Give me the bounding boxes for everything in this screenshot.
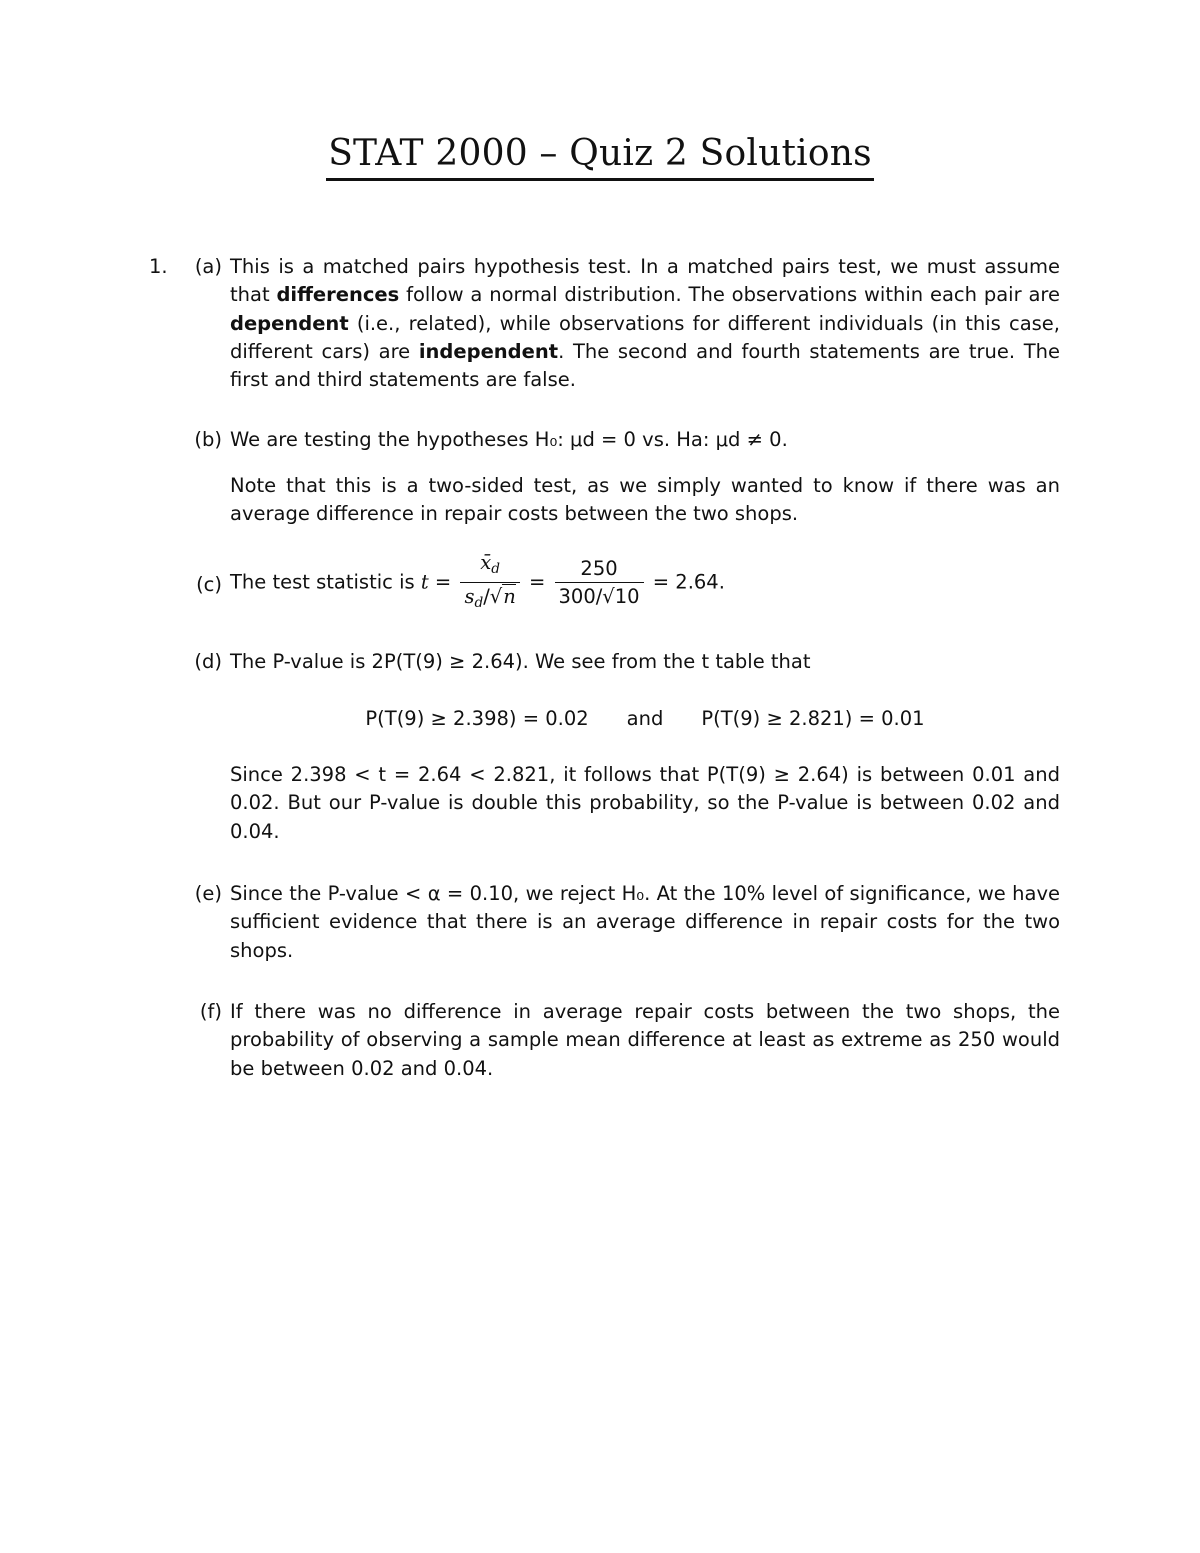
title-text: STAT 2000 – Quiz 2 Solutions [326,133,874,181]
eq-left: P(T(9) ≥ 2.398) = 0.02 [365,707,589,730]
denominator-value: 300/√10 [555,582,644,609]
eq-right: P(T(9) ≥ 2.821) = 0.01 [701,707,925,730]
part-c-intro: The test statistic is [230,570,415,594]
part-d-conclusion-block [230,761,1060,846]
part-b-note: Note that this is a two-sided test, as we simply wanted to know if there was an average difference in repair costs between the two shops. [230,474,1060,526]
part-e-label: (e) [194,882,222,905]
part-b-label: (b) [194,428,222,451]
part-b [230,426,1060,454]
part-b-note-block [230,472,1060,529]
part-c-label: (c) [196,573,222,596]
part-c: The test statistic is t = $\frac{x̄_d}{s_d/√n}$ = $\frac{250}{300/√10}$ = 2.64. [230,551,1060,615]
part-e [230,880,1060,965]
part-d-line2: Since 2.398 < t = 2.64 < 2.821, it follows that P(T(9) ≥ 2.64) is between 0.01 and 0.02. But our P-value is double this probability, so the P-value is between 0.02 and 0.04. [230,763,1060,843]
part-f [230,998,1060,1083]
part-f-text: If there was no difference in average repair costs between the two shops, the probability of observing a sample mean difference at least as extreme as 250 would be between 0.02 and 0.04. [230,1000,1060,1080]
part-d-line1: The P-value is 2P(T(9) ≥ 2.64). We see from the t table that [230,650,811,673]
term-dependent: dependent [230,311,349,335]
question-number: 1. [149,255,168,278]
term-differences: differences [276,283,400,307]
numerator-value: 250 [580,557,618,580]
part-f-label: (f) [199,1000,222,1023]
part-b-hypotheses: We are testing the hypotheses H₀: μd = 0 vs. Ha: μd ≠ 0. [230,428,788,451]
page-title [0,133,1200,181]
eq-and: and [626,707,664,730]
part-a-label: (a) [194,255,222,278]
part-a [230,253,1060,394]
part-d [230,648,1060,676]
part-d-equation [230,705,1060,733]
value-fraction [555,557,644,609]
part-c-result: = 2.64. [652,570,725,594]
part-a-text: This is a matched pairs hypothesis test. In a matched pairs test, we must assume that differences follow a normal distribution. The observations within each pair are dependent (i.e., related), while observations for different individuals (in this case, different cars) are independent. The second and fourth statements are true. The first and third statements are false. [230,255,1060,392]
term-independent: independent [418,339,559,363]
part-e-text: Since the P-value < α = 0.10, we reject H₀. At the 10% level of significance, we have sufficient evidence that there is an average difference in repair costs for the two shops. [230,882,1060,962]
part-d-label: (d) [194,650,222,673]
formula-fraction: $\frac{x̄_d}{s_d/√n}$ [460,551,519,615]
